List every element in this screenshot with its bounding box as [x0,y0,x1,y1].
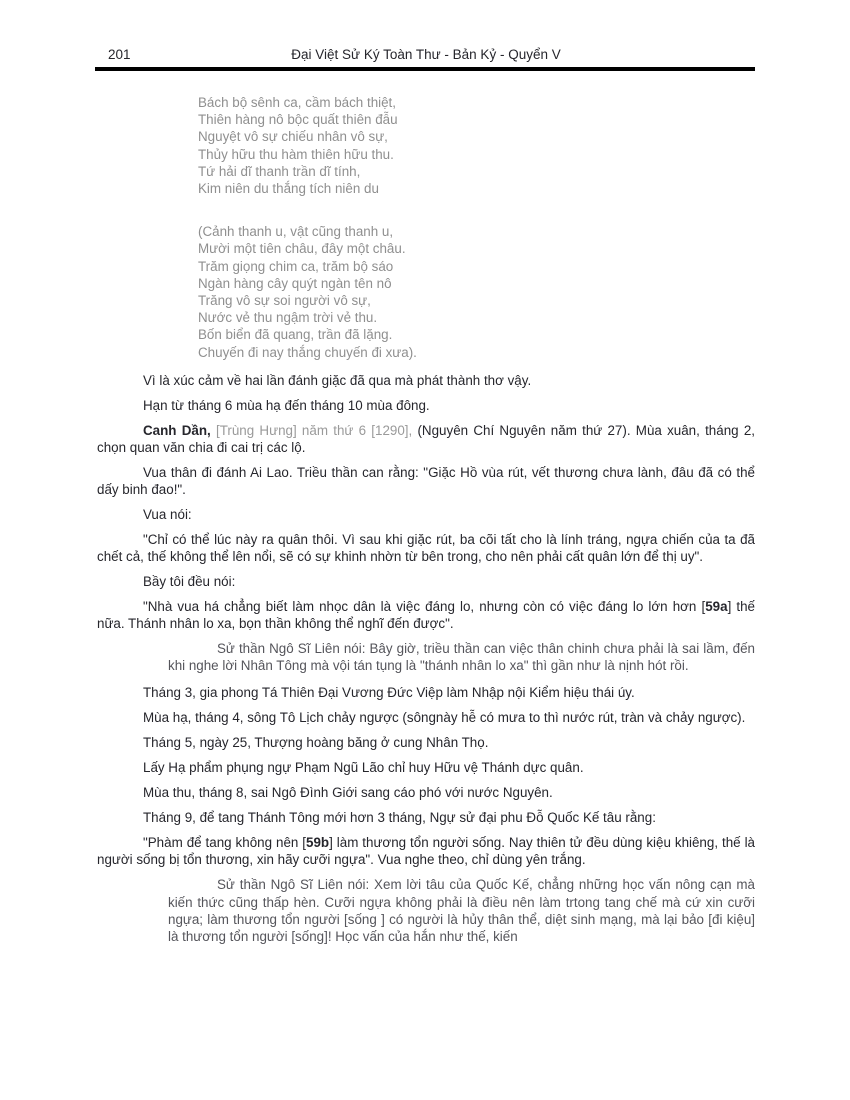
quote-after: ] làm thương tổn người sống. Nay thiên tử đều dùng kiệu khiêng, thế là người sống bị tổn thương, xin hãy cưỡi ngựa". Vua nghe theo, chỉ dùng yên trắng. [97,835,755,868]
paragraph-king-says: Vua nói: [143,506,192,522]
poem-line: Trăm giọng chim ca, trăm bộ sáo [198,258,394,274]
poem-line: (Cảnh thanh u, vật cũng thanh u, [198,224,394,240]
quote-after: ] thế nữa. Thánh nhân lo xa, bọn thần không thể nghĩ đến được". [97,598,756,631]
poem-line: Thủy hữu thu hàm thiên hữu thu. [198,146,394,162]
poem-line: Bách bộ sênh ca, cầm bách thiệt, [198,95,397,110]
poem-line: Bốn biển đã quang, trần đã lặng. [198,327,393,343]
paragraph-ai-lao: Vua thân đi đánh Ai Lao. Triều thần can rằng: "Giặc Hồ vùa rút, vết thương chưa lành, đâu đã có thể dấy binh đao!". [97,464,755,497]
paragraph-courtiers-say: Bầy tôi đều nói: [143,573,236,589]
historian-commentary-1: Sử thần Ngô Sĩ Liên nói: Bây giờ, triều thần can việc thân chinh chưa phải là sai lầm, đến khi nghe lời Nhân Tông mà vội tán tụng là "thánh nhân lo xa" thì gần như là nịnh hót rồi. [168,640,755,674]
poem-line: Thiên hàng nô bộc quất thiên đẫu [198,112,398,128]
paragraph-mourning-quote [97,834,755,868]
poem-line: Nguyệt vô sự chiếu nhân vô sự, [198,129,388,145]
paragraph-pham-ngu-lao: Lấy Hạ phẩm phụng ngự Phạm Ngũ Lão chỉ huy Hữu vệ Thánh dực quân. [143,760,584,776]
poem-stanza-translation [198,223,755,361]
quote-before: "Nhà vua há chẳng biết làm nhọc dân là việc đáng lo, nhưng còn có việc đáng lo lớn hơn [ [143,598,706,614]
poem-line: Nước vẻ thu ngậm trời vẻ thu. [198,310,378,326]
era-annotation: [Trùng Hưng] năm thứ 6 [1290], [210,422,413,438]
folio-ref-59a: 59a [705,598,728,614]
page-title: Đại Việt Sử Ký Toàn Thư - Bản Kỷ - Quyển V [291,47,561,62]
quote-before: "Phàm để tang không nên [ [143,835,307,851]
poem-line: Ngàn hàng cây quýt ngàn tên nô [198,275,392,291]
paragraph-drought: Hạn từ tháng 6 mùa hạ đến tháng 10 mùa đông. [143,397,430,413]
poem-line: Chuyến đi nay thắng chuyến đi xưa). [198,344,417,360]
page-content [97,94,755,956]
paragraph-month-8: Mùa thu, tháng 8, sai Ngô Đình Giới sang cáo phó với nước Nguyên. [143,785,553,801]
header-divider [95,67,755,71]
paragraph-month-9: Tháng 9, để tang Thánh Tông mới hơn 3 tháng, Ngự sử đại phu Đỗ Quốc Kế tâu rằng: [143,810,656,826]
poem-stanza-chinese [198,94,755,197]
folio-ref-59b: 59b [306,835,330,851]
page-number: 201 [108,47,131,62]
paragraph-poem-note: Vì là xúc cảm về hai lần đánh giặc đã qua mà phát thành thơ vậy. [143,372,532,388]
era-name: Canh Dần, [143,422,211,438]
poem-line: Tứ hải dĩ thanh trần dĩ tính, [198,163,361,179]
body-text [97,372,755,946]
poem-line: Mười một tiên châu, đây một châu. [198,241,406,257]
era-rest: (Nguyên Chí Nguyên năm thứ 27). Mùa xuân, tháng 2, chọn quan văn chia đi cai trị các lộ. [97,422,755,455]
poem-line: Kim niên du thắng tích niên du [198,181,379,197]
paragraph-year-canh-dan [97,422,755,456]
historian-commentary-2: Sử thần Ngô Sĩ Liên nói: Xem lời tâu của Quốc Kế, chẳng những học vấn nông cạn mà kiến thức cũng thấp hèn. Cưỡi ngựa không phải là điều nên làm trtong tang chế mà cứ xin cưỡi ngựa; làm thương tổn người [sống ] có người là hủy thân thể, diệt sinh mạng, mà lại bảo [đi kiệu] là thương tổn người [sống]! Học vấn của hắn như thế, kiến [168,877,755,945]
poem-line: Trăng vô sự soi người vô sự, [198,293,371,309]
paragraph-courtiers-quote [97,598,755,632]
paragraph-king-quote: "Chỉ có thể lúc này ra quân thôi. Vì sau khi giặc rút, ba cõi tất cho là lính tráng, ngựa chiến của ta đã chết cả, thế không thể lên nổi, sẽ có sự khinh nhờn từ bên trong, cho nên phải cất quân lớn để thị uy". [97,531,755,564]
paragraph-month-3: Tháng 3, gia phong Tá Thiên Đại Vương Đức Việp làm Nhập nội Kiểm hiệu thái úy. [143,685,635,701]
paragraph-month-5: Tháng 5, ngày 25, Thượng hoàng băng ở cung Nhân Thọ. [143,735,489,751]
paragraph-month-4: Mùa hạ, tháng 4, sông Tô Lịch chảy ngược (sôngnày hễ có mưa to thì nước rút, tràn và chảy ngược). [143,710,746,726]
